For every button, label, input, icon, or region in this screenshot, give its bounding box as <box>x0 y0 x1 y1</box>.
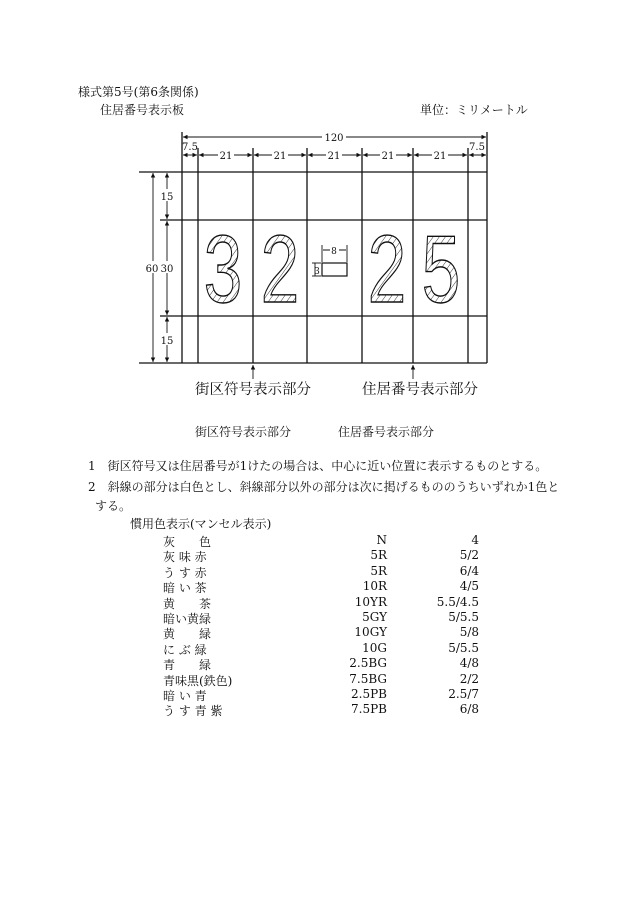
block-digit-2: 2 <box>260 214 300 323</box>
color-row <box>0 595 630 610</box>
color-row <box>0 625 630 640</box>
dim-margin-right: 7.5 <box>469 142 485 153</box>
color-name: 青味黒(鉄色) <box>163 673 233 688</box>
color-row <box>0 687 630 702</box>
munsell-value: 6/8 <box>459 702 479 717</box>
note-1: 1 街区符号又は住居番号が1けたの場合は、中心に近い位置に表示するものとする。 <box>88 459 548 473</box>
house-digit-2: 5 <box>421 214 461 323</box>
munsell-hue: 7.5PB <box>351 702 387 717</box>
color-row <box>0 533 630 548</box>
color-row <box>0 702 630 717</box>
munsell-hue: N <box>376 533 387 547</box>
munsell-value: 2.5/7 <box>448 687 479 701</box>
label-house-section: 住居番号表示部分 <box>362 382 478 398</box>
munsell-value: 5/5.5 <box>448 610 479 624</box>
dim-top: 15 <box>160 192 174 203</box>
block-digit-1: 3 <box>203 214 243 323</box>
color-row <box>0 564 630 579</box>
color-name: 暗 い 青 <box>163 689 207 703</box>
color-table-title: 慣用色表示(マンセル表示) <box>130 517 272 531</box>
munsell-hue: 5R <box>370 563 387 578</box>
color-name: 黄 緑 <box>163 627 212 642</box>
munsell-value: 4/8 <box>459 656 479 671</box>
munsell-hue: 10R <box>362 579 387 594</box>
caption-block: 街区符号表示部分 <box>195 425 292 439</box>
munsell-hue: 2.5PB <box>351 687 387 701</box>
color-row <box>0 579 630 594</box>
dim-cell-2: 21 <box>273 151 287 162</box>
dim-dash-width: 8 <box>331 247 337 257</box>
color-name: に ぶ 緑 <box>163 642 207 657</box>
note-2: 2 斜線の部分は白色とし、斜線部分以外の部分は次に掲げるもののうちいずれか1色と <box>88 480 560 494</box>
color-name: 灰 色 <box>163 535 212 549</box>
munsell-value: 6/4 <box>459 563 479 578</box>
color-row <box>0 672 630 687</box>
dim-cell-5: 21 <box>433 151 447 162</box>
color-name: 青 緑 <box>163 658 212 673</box>
color-name: う す 赤 <box>163 565 207 580</box>
munsell-value: 5/2 <box>459 548 479 563</box>
note-2-cont: する。 <box>95 499 132 513</box>
color-row <box>0 641 630 656</box>
form-title: 様式第5号(第6条関係) <box>78 85 199 99</box>
dim-bottom: 15 <box>160 336 174 347</box>
munsell-hue: 5R <box>370 548 387 563</box>
color-name: 灰 味 赤 <box>163 550 207 565</box>
dash-box <box>322 263 347 276</box>
color-row <box>0 548 630 563</box>
color-row <box>0 610 630 625</box>
munsell-value: 5/8 <box>459 625 479 640</box>
color-name: 暗い黄緑 <box>163 612 212 626</box>
dim-margin-left: 7.5 <box>182 142 198 153</box>
color-row <box>0 656 630 671</box>
plate-title: 住居番号表示板 <box>100 103 185 117</box>
munsell-hue: 5GY <box>362 610 387 624</box>
label-block-section: 街区符号表示部分 <box>195 382 311 398</box>
color-name: 黄 茶 <box>163 596 212 611</box>
dim-cell-3: 21 <box>327 151 341 162</box>
caption-house: 住居番号表示部分 <box>338 425 435 439</box>
unit-label: 単位：ミリメートル <box>420 103 528 117</box>
munsell-hue: 10G <box>362 640 387 655</box>
dim-cell-4: 21 <box>381 151 395 162</box>
house-digit-1: 2 <box>367 214 407 323</box>
munsell-value: 4 <box>471 533 479 547</box>
color-name: 暗 い 茶 <box>163 581 207 596</box>
munsell-hue: 10YR <box>354 594 387 609</box>
dim-dash-height: 3 <box>314 267 320 277</box>
munsell-value: 2/2 <box>459 671 479 686</box>
munsell-hue: 2.5BG <box>349 656 387 671</box>
munsell-value: 5/5.5 <box>448 640 479 655</box>
munsell-hue: 10GY <box>354 625 387 640</box>
color-name: う す 青 紫 <box>163 704 223 719</box>
dim-total-width: 120 <box>324 133 344 144</box>
munsell-value: 4/5 <box>459 579 479 594</box>
dim-middle: 30 <box>160 264 174 275</box>
dim-total-height: 60 <box>145 264 159 275</box>
dim-cell-1: 21 <box>219 151 233 162</box>
munsell-value: 5.5/4.5 <box>436 594 479 609</box>
munsell-hue: 7.5BG <box>349 671 387 686</box>
